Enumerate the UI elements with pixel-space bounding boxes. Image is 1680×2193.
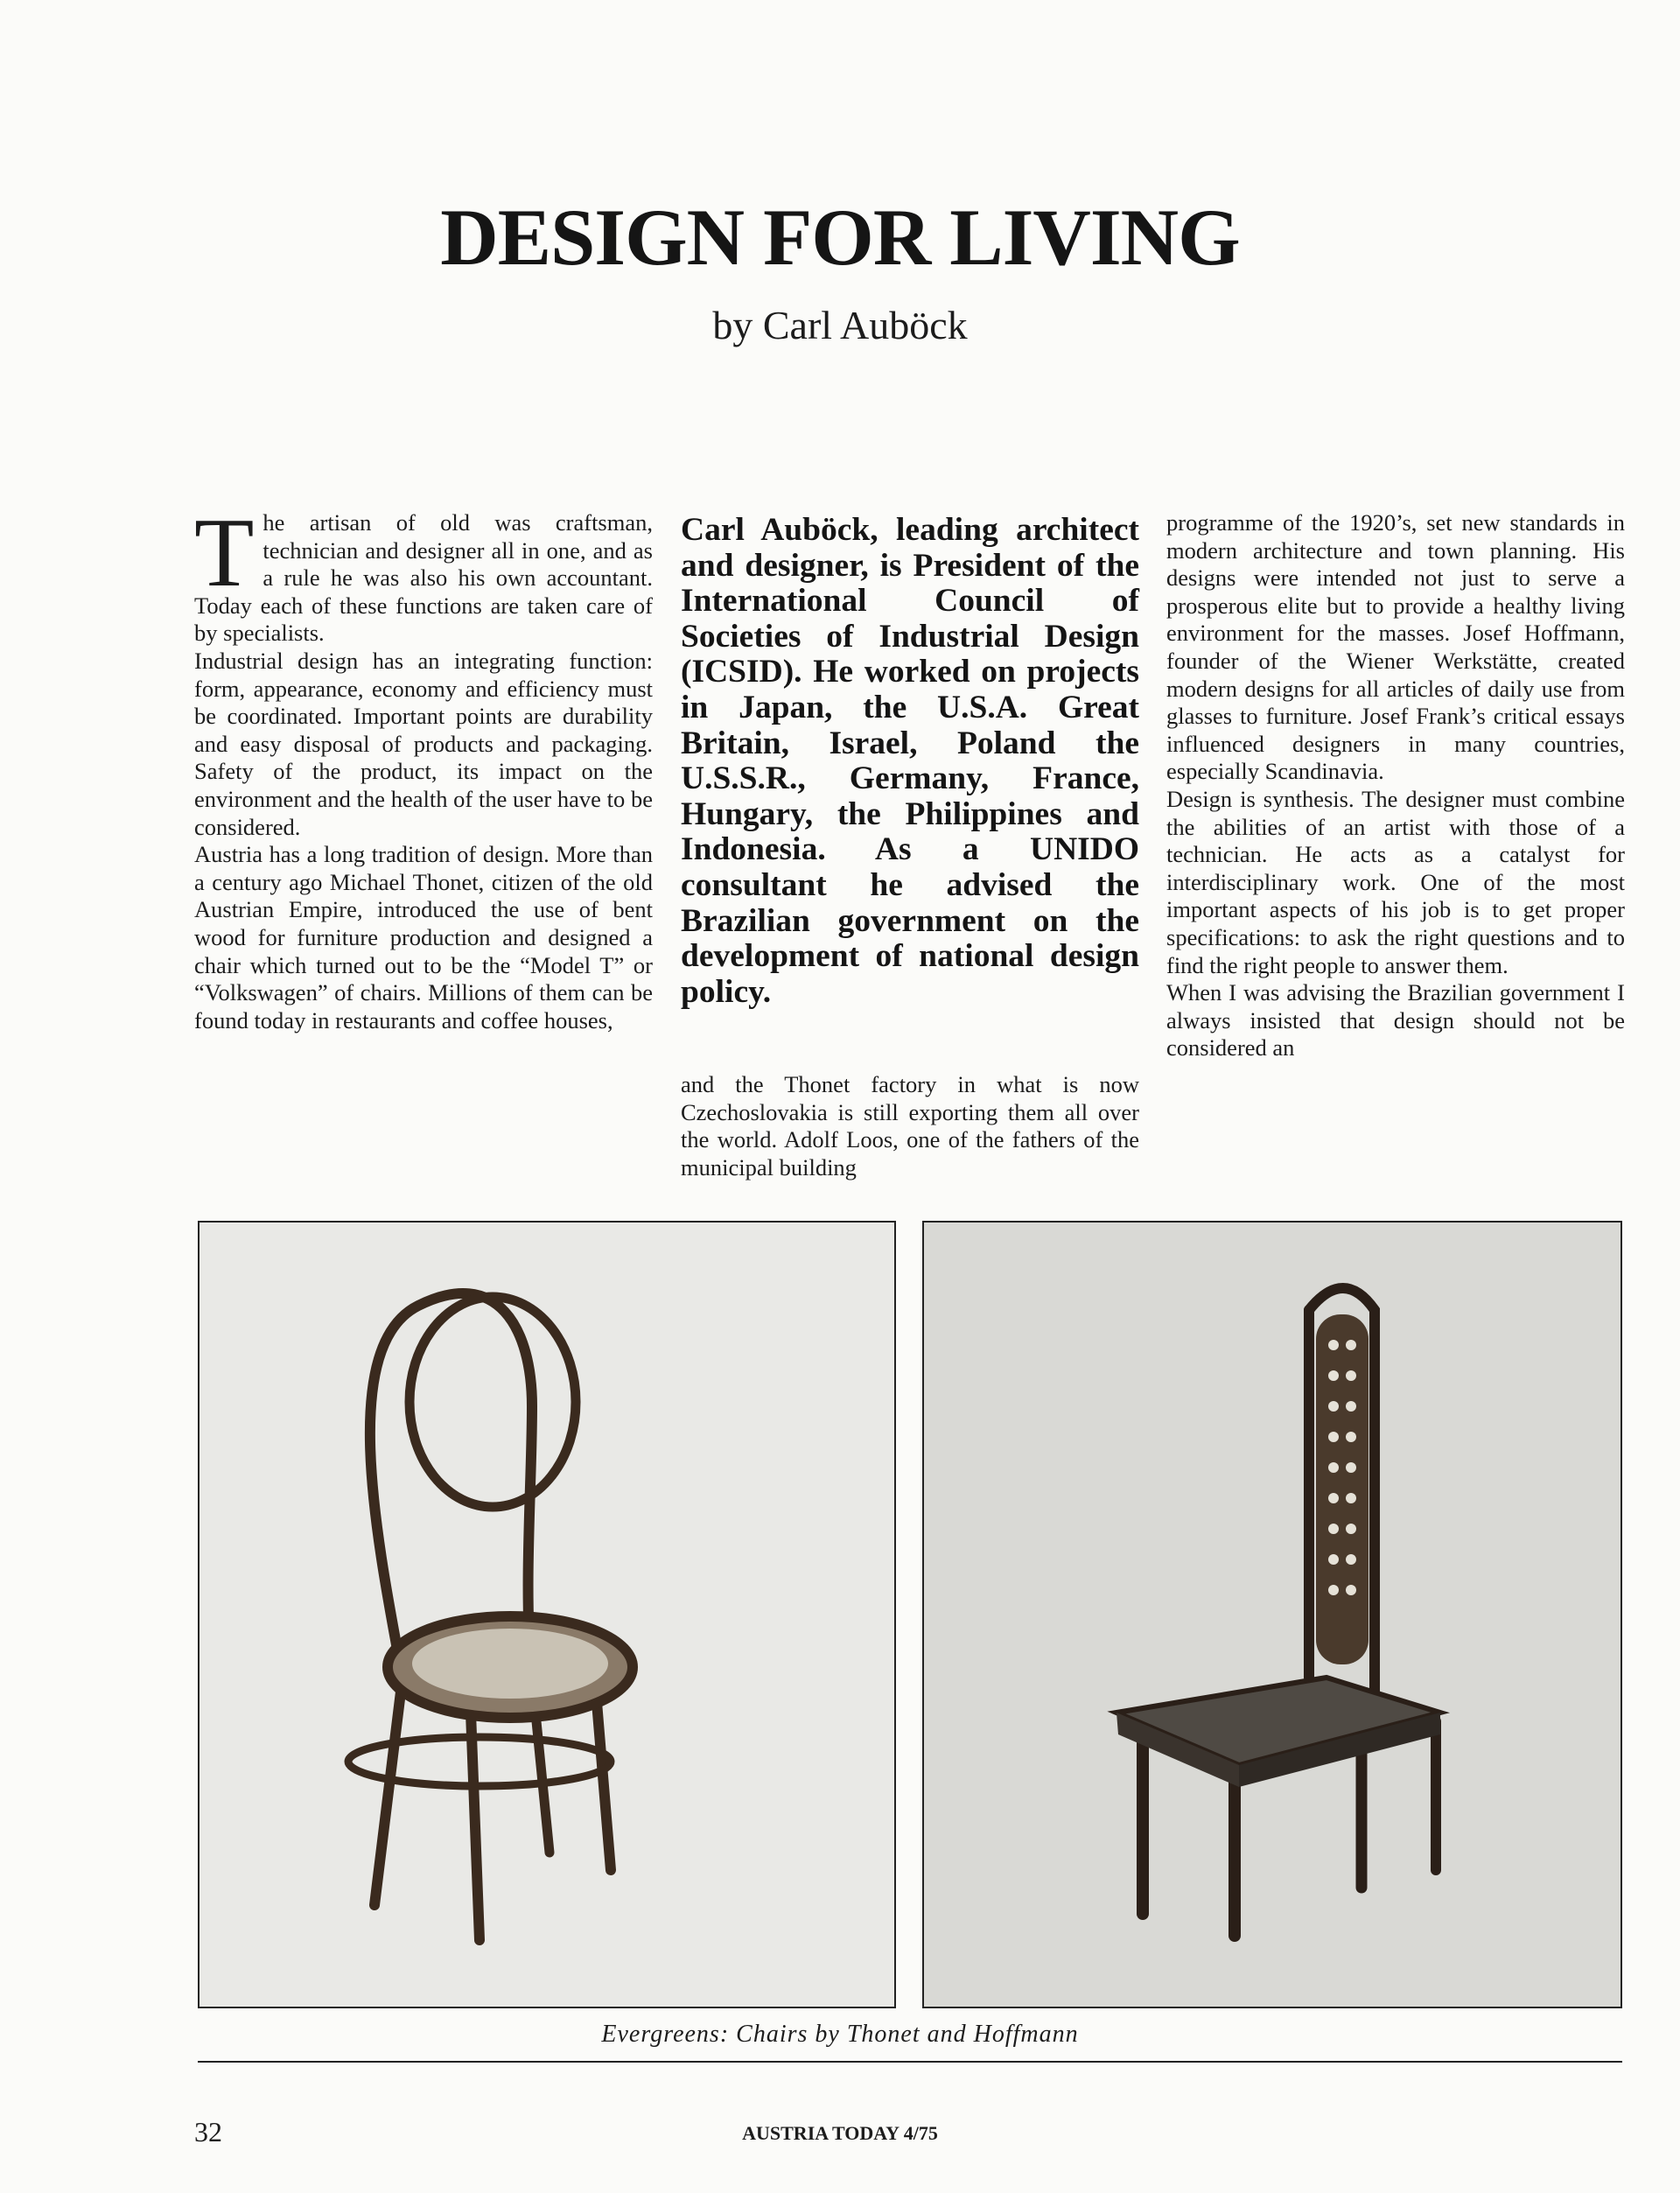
paragraph-2: Industrial design has an integrating function: form, appearance, economy and efficiency must be coordinated. Important points are durability and easy disposal of products and packaging. Safety of the product, its impact on the environment and the health of the user have to be considered. — [194, 647, 653, 840]
paragraph-5: programme of the 1920’s, set new standards in modern architecture and town planning. His designs were intended not just to serve a prosperous elite but to provide a healthy living environment for the masses. Josef Hoffmann, founder of the Wiener Werkstätte, created modern designs for all articles of daily use from glasses to furniture. Josef Frank’s critical essays influenced designers in many countries, especially Scandinavia. — [1166, 509, 1625, 785]
text-column-2 — [681, 1071, 1139, 1181]
publication-footer: AUSTRIA TODAY 4/75 — [742, 2122, 938, 2144]
text-column-3 — [1166, 509, 1625, 1062]
page-number: 32 — [194, 2116, 222, 2147]
paragraph-3: Austria has a long tradition of design. More than a century ago Michael Thonet, citizen of the old Austrian Empire, introduced the use of bent wood for furniture production and designed a chair which turned out to be the “Model T” or “Volkswagen” of chairs. Millions of them can be found today in restaurants and coffee houses, — [194, 841, 653, 1033]
paragraph-1 — [194, 499, 653, 648]
text-column-1 — [194, 499, 653, 1034]
article-byline: by Carl Auböck — [712, 303, 968, 347]
photo-caption: Evergreens: Chairs by Thonet and Hoffmann — [601, 2021, 1079, 2048]
thonet-chair-photo — [198, 1221, 896, 2008]
paragraph-6: Design is synthesis. The designer must combine the abilities of an artist with those of a technician. He acts as a catalyst for interdisciplinary work. One of the most important aspects of his job is to get proper specifications: to ask the right questions and to find the right people to answer them. — [1166, 785, 1625, 978]
paragraph-1-text: he artisan of old was craftsman, technician and designer all in one, and as a rule he was also his own accountant. Today each of these functions are taken care of by specialists. — [194, 509, 653, 647]
footer-divider — [198, 2061, 1622, 2063]
paragraph-4: and the Thonet factory in what is now Czechoslovakia is still exporting them all over the world. Adolf Loos, one of the fathers of the municipal building — [681, 1071, 1139, 1181]
author-bio-lead: Carl Auböck, leading architect and designer, is President of the International Council of Societies of Industrial Design (ICSID). He worked on projects in Japan, the U.S.A. Great Britain, Israel, Poland the U.S.S.R., Germany, France, Hungary, the Philippines and Indonesia. As a UNIDO consultant he advised the Brazilian government on the development of national design policy. — [681, 512, 1139, 1010]
article-title: DESIGN FOR LIVING — [440, 193, 1240, 282]
drop-cap: T — [194, 499, 255, 607]
thonet-chair-illustration — [200, 1223, 894, 2007]
hoffmann-chair-photo — [922, 1221, 1622, 2008]
hoffmann-chair-illustration — [924, 1223, 1620, 2007]
paragraph-7: When I was advising the Brazilian government I always insisted that design should not be considered an — [1166, 979, 1625, 1061]
